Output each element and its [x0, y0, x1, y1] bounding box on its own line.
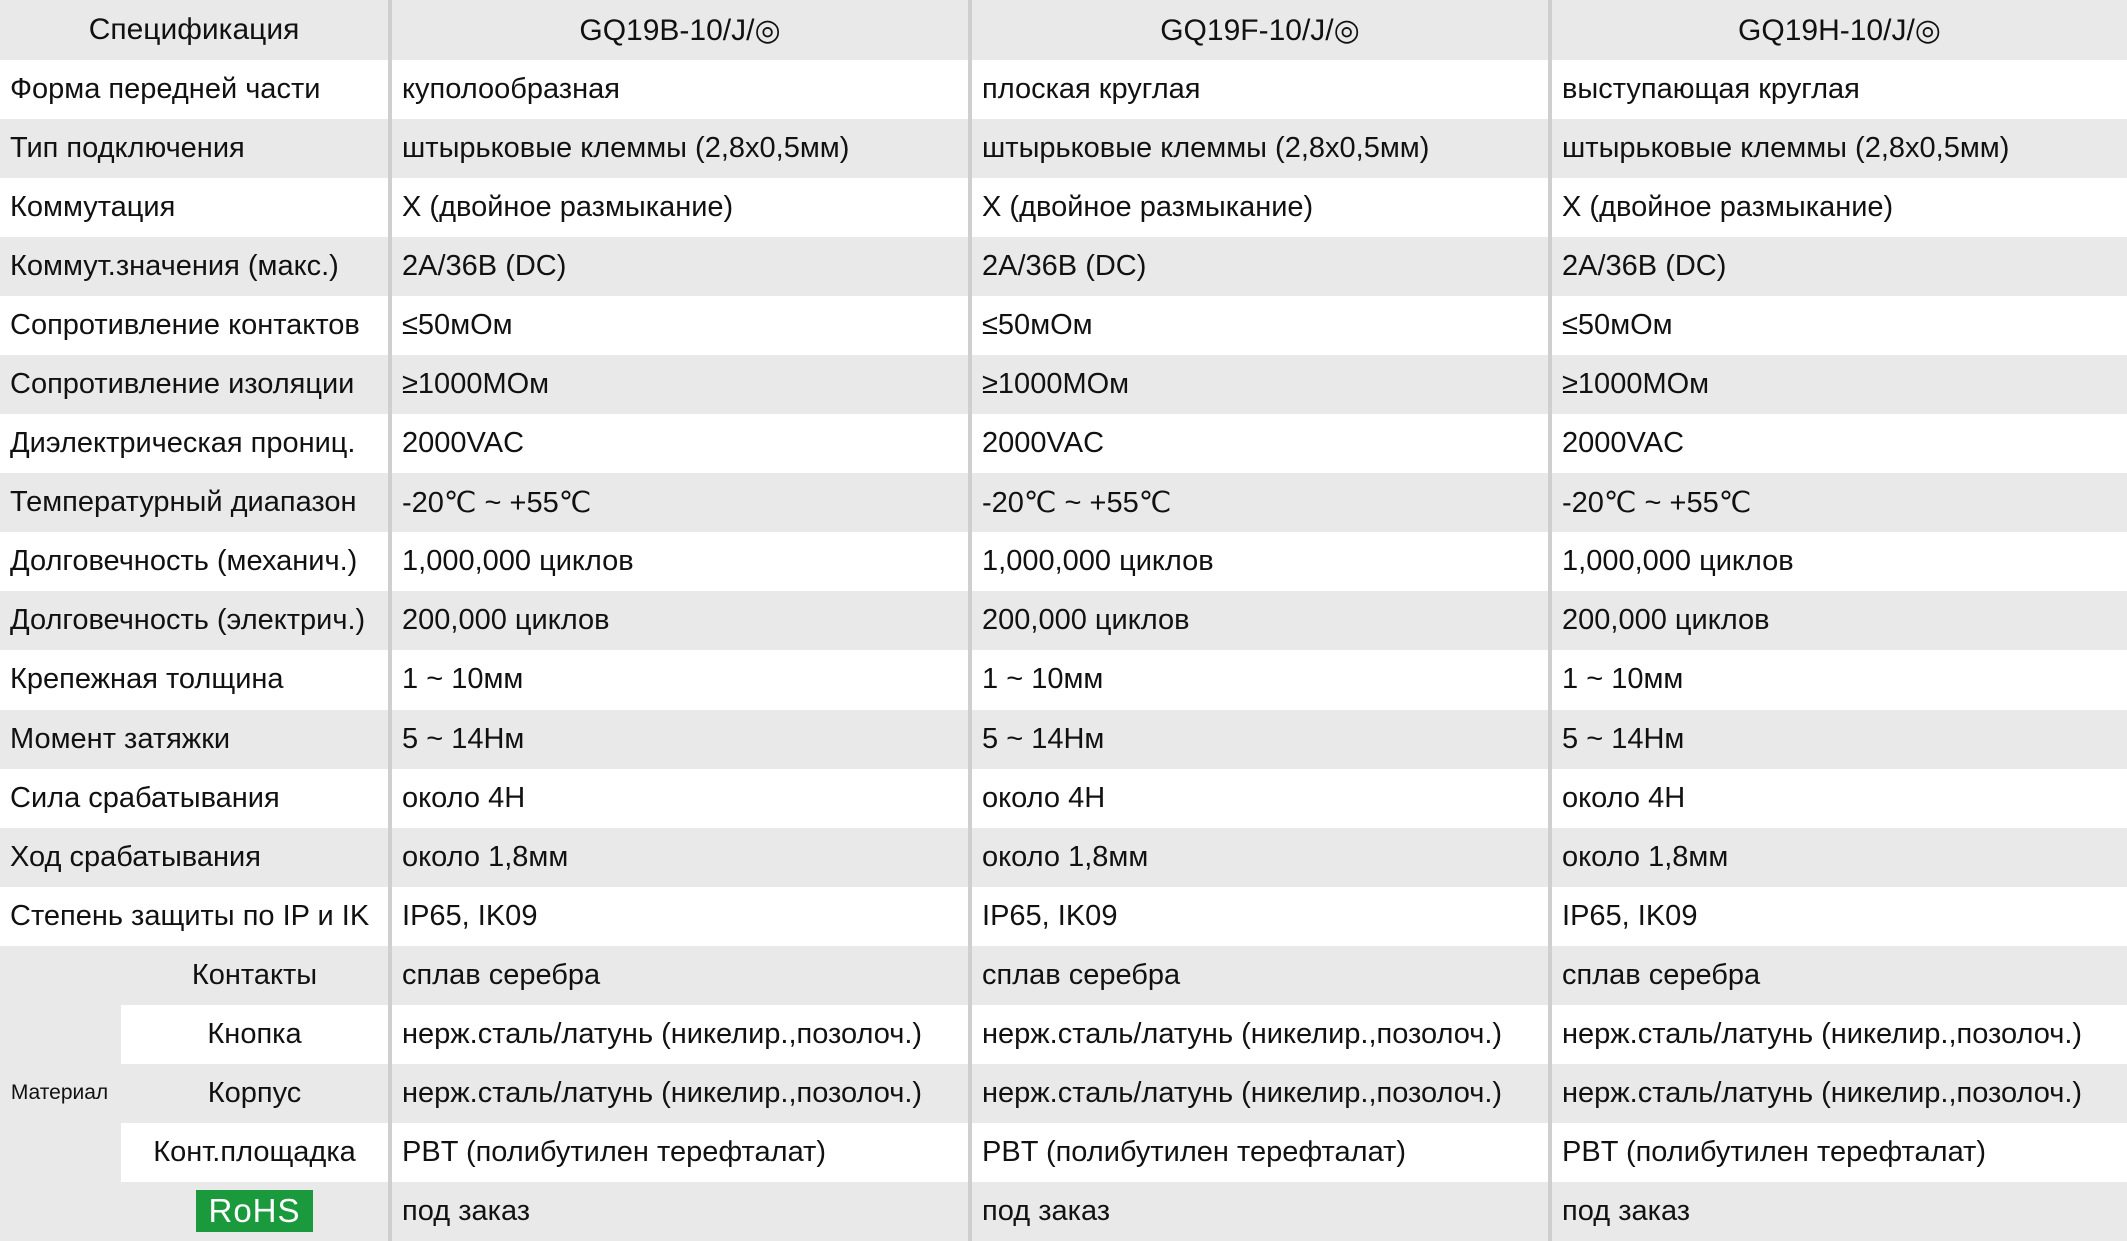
cell-value: 1 ~ 10мм: [390, 650, 970, 709]
table-row: [0, 591, 2127, 650]
cell-value: около 4Н: [1550, 769, 2127, 828]
row-label: Момент затяжки: [0, 710, 390, 769]
cell-value: ≤50мОм: [390, 296, 970, 355]
table-row: [0, 769, 2127, 828]
cell-value: сплав серебра: [970, 946, 1550, 1005]
cell-value: PBT (полибутилен терефталат): [1550, 1123, 2127, 1182]
table-row: [0, 414, 2127, 473]
row-label: Коммут.значения (макс.): [0, 237, 390, 296]
row-label: Тип подключения: [0, 119, 390, 178]
cell-value: 1 ~ 10мм: [970, 650, 1550, 709]
row-label: Сопротивление контактов: [0, 296, 390, 355]
row-label: Степень защиты по IP и IK: [0, 887, 390, 946]
table-row: [0, 532, 2127, 591]
cell-value: около 1,8мм: [1550, 828, 2127, 887]
cell-value: нерж.сталь/латунь (никелир.,позолоч.): [1550, 1064, 2127, 1123]
cell-value: нерж.сталь/латунь (никелир.,позолоч.): [970, 1005, 1550, 1064]
cell-value: нерж.сталь/латунь (никелир.,позолоч.): [390, 1005, 970, 1064]
cell-value: 2000VAC: [970, 414, 1550, 473]
table-row: [0, 828, 2127, 887]
table-row: [0, 296, 2127, 355]
cell-value: 1 ~ 10мм: [1550, 650, 2127, 709]
header-model-gq19h: GQ19H-10/J/◎: [1550, 0, 2127, 60]
row-label: Ход срабатывания: [0, 828, 390, 887]
material-row-label: Конт.площадка: [120, 1123, 390, 1182]
material-group-label: Материал: [0, 946, 120, 1241]
cell-value: сплав серебра: [1550, 946, 2127, 1005]
row-label: Сопротивление изоляции: [0, 355, 390, 414]
cell-value: 200,000 циклов: [390, 591, 970, 650]
cell-value: IP65, IK09: [390, 887, 970, 946]
cell-value: нерж.сталь/латунь (никелир.,позолоч.): [390, 1064, 970, 1123]
row-label: Диэлектрическая прониц.: [0, 414, 390, 473]
cell-value: 5 ~ 14Нм: [1550, 710, 2127, 769]
row-label: Коммутация: [0, 178, 390, 237]
cell-value: около 1,8мм: [970, 828, 1550, 887]
row-label: Форма передней части: [0, 60, 390, 119]
table-row: [0, 355, 2127, 414]
cell-value: 200,000 циклов: [1550, 591, 2127, 650]
cell-value: нерж.сталь/латунь (никелир.,позолоч.): [1550, 1005, 2127, 1064]
row-label: Долговечность (механич.): [0, 532, 390, 591]
cell-value: PBT (полибутилен терефталат): [390, 1123, 970, 1182]
material-row-label: Кнопка: [120, 1005, 390, 1064]
cell-value: 2A/36B (DC): [970, 237, 1550, 296]
row-label: Температурный диапазон: [0, 473, 390, 532]
table-row: [0, 60, 2127, 119]
table-row: [0, 1123, 2127, 1182]
cell-value: 1,000,000 циклов: [390, 532, 970, 591]
cell-value: выступающая круглая: [1550, 60, 2127, 119]
cell-value: -20℃ ~ +55℃: [390, 473, 970, 532]
table-row: [0, 473, 2127, 532]
cell-value: плоская круглая: [970, 60, 1550, 119]
cell-value: ≤50мОм: [970, 296, 1550, 355]
cell-value: PBT (полибутилен терефталат): [970, 1123, 1550, 1182]
header-model-gq19f: GQ19F-10/J/◎: [970, 0, 1550, 60]
cell-value: ≤50мОм: [1550, 296, 2127, 355]
cell-value: 5 ~ 14Нм: [970, 710, 1550, 769]
cell-value: 2000VAC: [1550, 414, 2127, 473]
cell-value: ≥1000МОм: [1550, 355, 2127, 414]
table-row: [0, 650, 2127, 709]
table-row: [0, 237, 2127, 296]
cell-value: под заказ: [1550, 1182, 2127, 1241]
cell-value: X (двойное размыкание): [970, 178, 1550, 237]
cell-value: -20℃ ~ +55℃: [970, 473, 1550, 532]
row-label: Сила срабатывания: [0, 769, 390, 828]
cell-value: ≥1000МОм: [390, 355, 970, 414]
cell-value: нерж.сталь/латунь (никелир.,позолоч.): [970, 1064, 1550, 1123]
cell-value: 2000VAC: [390, 414, 970, 473]
cell-value: штырьковые клеммы (2,8х0,5мм): [970, 119, 1550, 178]
cell-value: около 4Н: [390, 769, 970, 828]
cell-value: 2A/36B (DC): [1550, 237, 2127, 296]
cell-value: IP65, IK09: [970, 887, 1550, 946]
cell-value: 1,000,000 циклов: [970, 532, 1550, 591]
cell-value: IP65, IK09: [1550, 887, 2127, 946]
table-row: [0, 1182, 2127, 1241]
table-row: [0, 1005, 2127, 1064]
cell-value: -20℃ ~ +55℃: [1550, 473, 2127, 532]
cell-value: ≥1000МОм: [970, 355, 1550, 414]
material-row-label: Контакты: [120, 946, 390, 1005]
cell-value: X (двойное размыкание): [1550, 178, 2127, 237]
table-row: [0, 119, 2127, 178]
table-row: [0, 710, 2127, 769]
cell-value: 5 ~ 14Нм: [390, 710, 970, 769]
rohs-badge: RoHS: [196, 1190, 312, 1232]
rohs-cell: [120, 1182, 390, 1241]
cell-value: 1,000,000 циклов: [1550, 532, 2127, 591]
row-label: Крепежная толщина: [0, 650, 390, 709]
header-spec-label: Спецификация: [0, 0, 390, 60]
table-row: [0, 1064, 2127, 1123]
table-row: [0, 887, 2127, 946]
cell-value: около 4Н: [970, 769, 1550, 828]
header-model-gq19b: GQ19B-10/J/◎: [390, 0, 970, 60]
table-row: [0, 178, 2127, 237]
cell-value: сплав серебра: [390, 946, 970, 1005]
table-row: [0, 946, 2127, 1005]
cell-value: под заказ: [390, 1182, 970, 1241]
header-row: [0, 0, 2127, 60]
cell-value: штырьковые клеммы (2,8х0,5мм): [390, 119, 970, 178]
row-label: Долговечность (электрич.): [0, 591, 390, 650]
material-row-label: Корпус: [120, 1064, 390, 1123]
cell-value: 200,000 циклов: [970, 591, 1550, 650]
cell-value: около 1,8мм: [390, 828, 970, 887]
cell-value: 2A/36B (DC): [390, 237, 970, 296]
cell-value: куполообразная: [390, 60, 970, 119]
cell-value: штырьковые клеммы (2,8х0,5мм): [1550, 119, 2127, 178]
cell-value: X (двойное размыкание): [390, 178, 970, 237]
cell-value: под заказ: [970, 1182, 1550, 1241]
